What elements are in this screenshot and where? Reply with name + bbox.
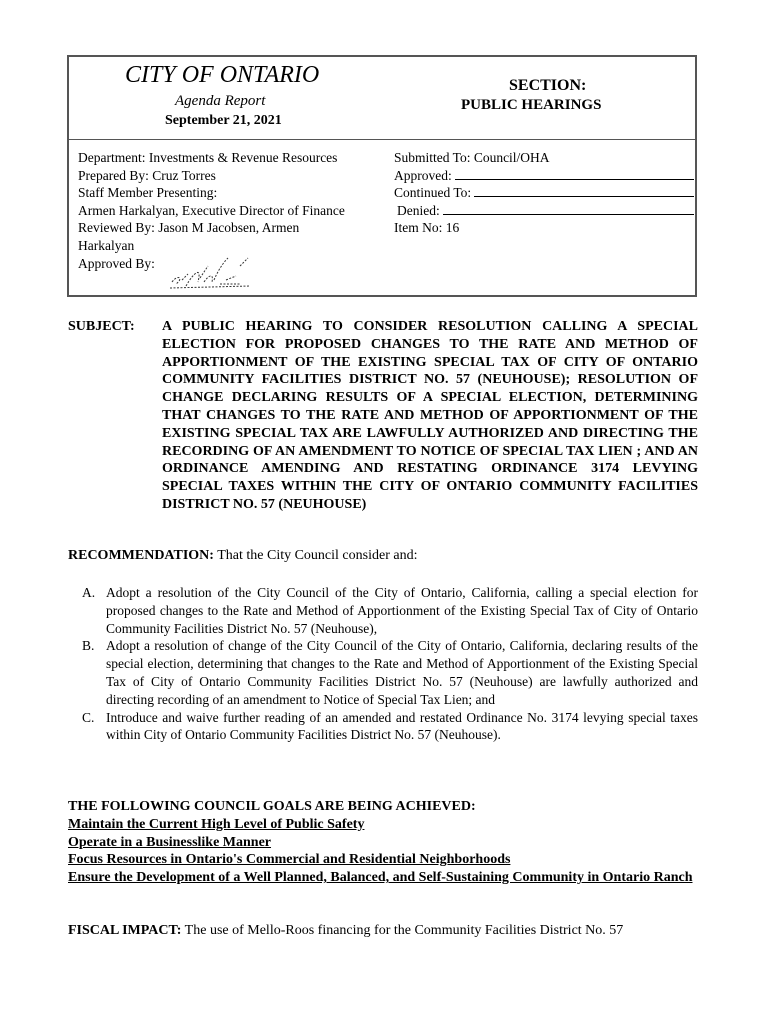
list-item-text: Adopt a resolution of change of the City Council of the City of Ontario, California, declaring results of the special election, determining that changes to the Rate and Method of Apportionment of the Existing Special Tax of City of Ontario Community Facilities District No. 57 (Neuhouse) are lawfully authorized and directing recording of an amendment to Notice of Special Tax Lien; and <box>106 638 698 707</box>
approved-label: Approved: <box>394 167 452 183</box>
report-type: Agenda Report <box>175 93 266 109</box>
council-goals <box>68 798 700 887</box>
subject-label: SUBJECT: <box>68 319 135 334</box>
approved-blank <box>455 167 694 180</box>
header-divider <box>69 139 695 140</box>
list-item-letter: A. <box>82 585 96 600</box>
goal-item: Maintain the Current High Level of Public Safety <box>68 816 365 832</box>
submitted-to: Submitted To: Council/OHA <box>394 150 550 165</box>
list-item-text: Introduce and waive further reading of an amended and restated Ordinance No. 3174 levying special taxes within City of Ontario Community Facilities District No. 57 (Neuhouse). <box>106 709 698 743</box>
goal-item: Ensure the Development of a Well Planned, Balanced, and Self-Sustaining Community in Ontario Ranch <box>68 870 693 886</box>
report-date: September 21, 2021 <box>165 113 282 128</box>
city-title: CITY OF ONTARIO <box>125 62 320 88</box>
presenter-line: Armen Harkalyan, Executive Director of Finance <box>78 202 345 218</box>
recommendation-label: RECOMMENDATION: <box>68 548 214 563</box>
approver-signature <box>164 252 254 290</box>
goal-item: Focus Resources in Ontario's Commercial and Residential Neighborhoods <box>68 852 511 868</box>
list-item-text: Adopt a resolution of the City Council of the City of Ontario, California, calling a special election for proposed changes to the Rate and Method of Apportionment of the Existing Special Tax of City of Ontario Community Facilities District No. 57 (Neuhouse), <box>106 585 698 636</box>
subject-text: A PUBLIC HEARING TO CONSIDER RESOLUTION CALLING A SPECIAL ELECTION FOR PROPOSED CHANGES TO THE RATE AND METHOD OF APPORTIONMENT OF THE EXISTING SPECIAL TAX OF CITY OF ONTARIO COMMUNITY FACILITIES DISTRICT NO. 57 (NEUHOUSE); RESOLUTION OF CHANGE DECLARING RESULTS OF A SPECIAL ELECTION, DETERMINING THAT CHANGES TO THE RATE AND METHOD OF APPORTIONMENT OF THE EXISTING SPECIAL TAX ARE LAWFULLY AUTHORIZED AND DIRECTING THE RECORDING OF AN AMENDMENT TO NOTICE OF SPECIAL TAX LIEN ; AND AN ORDINANCE AMENDING AND RESTATING ORDINANCE 3174 LEVYING SPECIAL TAXES WITHIN THE CITY OF ONTARIO COMMUNITY FACILITIES DISTRICT NO. 57 (NEUHOUSE) <box>162 319 698 512</box>
recommendation-intro: That the City Council consider and: <box>213 548 418 563</box>
continued-blank <box>474 184 694 197</box>
agenda-header-box <box>67 55 697 297</box>
prepared-by-line: Prepared By: Cruz Torres <box>78 167 216 183</box>
section-label: SECTION: <box>509 77 587 94</box>
recommendation-list <box>82 584 698 744</box>
denied-label: Denied: <box>397 202 440 218</box>
denied-blank <box>443 202 694 215</box>
list-item-letter: B. <box>82 638 95 654</box>
recommendation-heading <box>68 548 417 564</box>
fiscal-impact-label: FISCAL IMPACT: <box>68 923 182 938</box>
list-item <box>82 637 698 708</box>
goals-heading: THE FOLLOWING COUNCIL GOALS ARE BEING ACHIEVED: <box>68 799 476 814</box>
department-line: Department: Investments & Revenue Resources <box>78 150 338 165</box>
list-item <box>82 709 698 745</box>
presenting-label: Staff Member Presenting: <box>78 185 218 201</box>
reviewed-by-line: Reviewed By: Jason M Jacobsen, Armen <box>78 220 300 236</box>
list-item <box>82 584 698 637</box>
goal-item: Operate in a Businesslike Manner <box>68 834 272 850</box>
section-value: PUBLIC HEARINGS <box>461 97 602 113</box>
reviewed-by-cont: Harkalyan <box>78 237 135 253</box>
fiscal-impact-text: The use of Mello-Roos financing for the Community Facilities District No. 57 <box>181 923 624 938</box>
item-number: Item No: 16 <box>394 220 460 236</box>
fiscal-impact <box>68 923 698 939</box>
continued-to-label: Continued To: <box>394 185 472 201</box>
submission-info <box>394 149 694 237</box>
list-item-letter: C. <box>82 709 95 725</box>
approved-by-line: Approved By: <box>78 255 155 271</box>
